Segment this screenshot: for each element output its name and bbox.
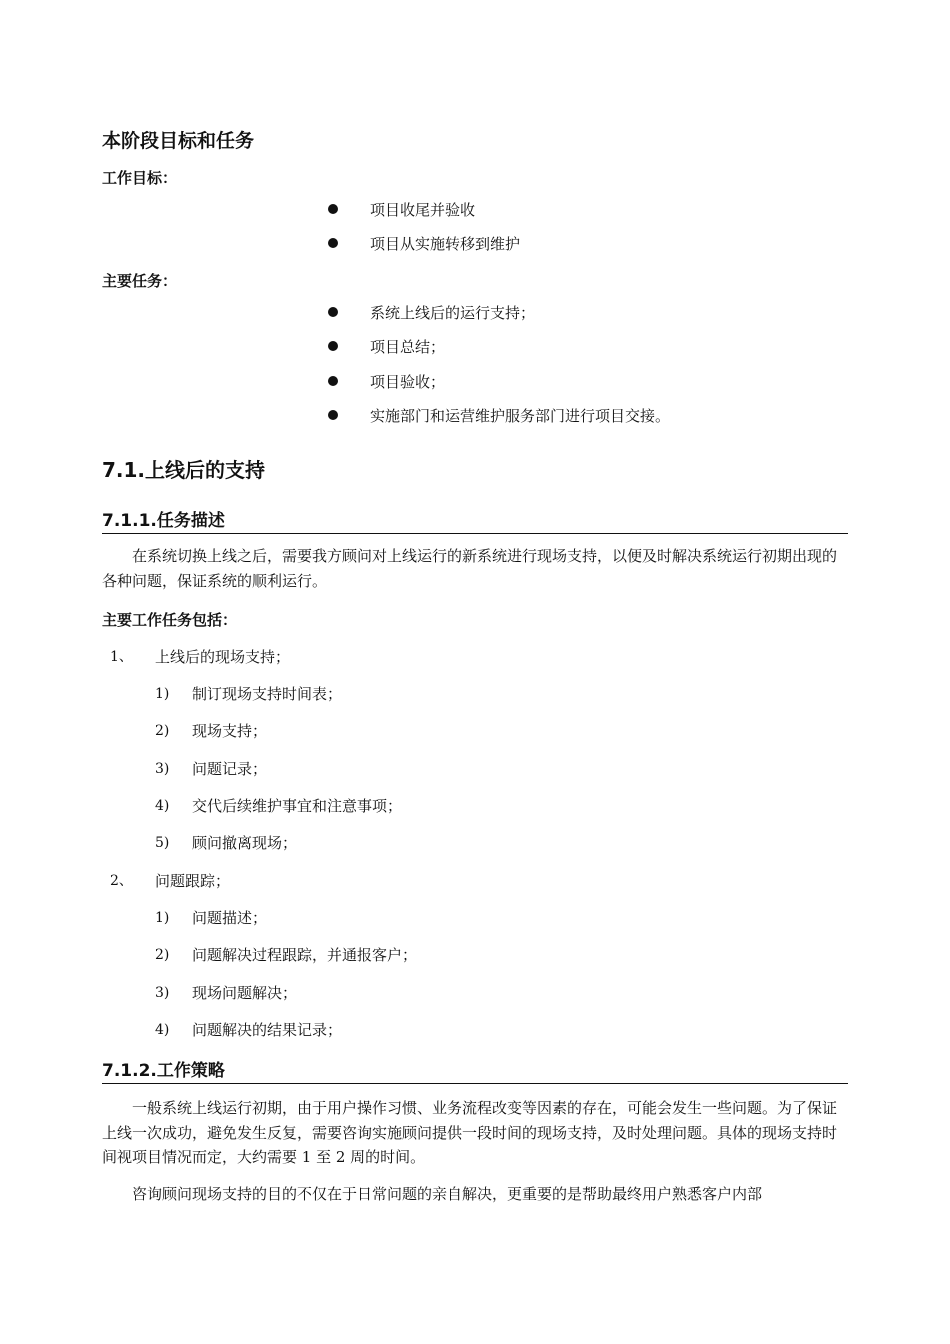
sub-item-number: 4) xyxy=(155,798,170,814)
goal-item-text: 项目从实施转移到维护 xyxy=(370,235,521,253)
task-item-text: 系统上线后的运行支持； xyxy=(370,304,536,322)
sub-item-text: 交代后续维护事宜和注意事项； xyxy=(192,797,403,815)
sub-item-text: 现场问题解决； xyxy=(192,984,298,1002)
bullet-icon xyxy=(328,341,338,351)
bullet-icon xyxy=(328,238,338,248)
section-7-1-2-title: 7.1.2.工作策略 xyxy=(102,1056,848,1084)
sub-item-text: 问题描述； xyxy=(192,909,268,927)
main-tasks-label: 主要工作任务包括： xyxy=(102,611,238,629)
sub-item-text: 顾问撤离现场； xyxy=(192,834,298,852)
sub-item-text: 现场支持； xyxy=(192,722,268,740)
sub-item-text: 问题解决的结果记录； xyxy=(192,1021,343,1039)
bullet-icon xyxy=(328,410,338,420)
sub-item-number: 5) xyxy=(155,835,170,851)
task-item-text: 项目总结； xyxy=(370,338,446,356)
stage-title: 本阶段目标和任务 xyxy=(102,130,255,152)
section-7-1-title: 7.1.上线后的支持 xyxy=(102,458,266,482)
sub-item-number: 3) xyxy=(155,761,170,777)
sub-item-number: 1) xyxy=(155,686,170,702)
sub-item-number: 1) xyxy=(155,910,170,926)
sub-item-number: 2) xyxy=(155,947,170,963)
sub-item-number: 4) xyxy=(155,1022,170,1038)
bullet-icon xyxy=(328,376,338,386)
sub-item-number: 3) xyxy=(155,985,170,1001)
section-7-1-1-title: 7.1.1.任务描述 xyxy=(102,506,848,534)
goal-item-text: 项目收尾并验收 xyxy=(370,201,476,219)
task-description-paragraph: 在系统切换上线之后，需要我方顾问对上线运行的新系统进行现场支持，以便及时解决系统运行初期出现的各种问题，保证系统的顺利运行。 xyxy=(102,547,838,590)
bullet-icon xyxy=(328,204,338,214)
group-number: 2、 xyxy=(110,873,133,889)
sub-item-text: 制订现场支持时间表； xyxy=(192,685,343,703)
bullet-icon xyxy=(328,307,338,317)
strategy-paragraph-1: 一般系统上线运行初期，由于用户操作习惯、业务流程改变等因素的存在，可能会发生一些问题。为了保证上线一次成功，避免发生反复，需要咨询实施顾问提供一段时间的现场支持，及时处理问题。具体的现场支持时间视项目情况而定，大约需要 1 至 2 周的时间。 xyxy=(102,1099,838,1166)
strategy-paragraph-2: 咨询顾问现场支持的目的不仅在于日常问题的亲自解决，更重要的是帮助最终用户熟悉客户内部 xyxy=(132,1185,763,1203)
group-number: 1、 xyxy=(110,649,133,665)
sub-item-text: 问题记录； xyxy=(192,760,268,778)
sub-item-number: 2) xyxy=(155,723,170,739)
group-label: 问题跟踪； xyxy=(155,872,231,890)
goals-label: 工作目标： xyxy=(102,169,178,187)
tasks-label: 主要任务： xyxy=(102,272,178,290)
task-item-text: 项目验收； xyxy=(370,373,446,391)
group-label: 上线后的现场支持； xyxy=(155,648,291,666)
task-item-text: 实施部门和运营维护服务部门进行项目交接。 xyxy=(370,407,671,425)
sub-item-text: 问题解决过程跟踪，并通报客户； xyxy=(192,946,418,964)
